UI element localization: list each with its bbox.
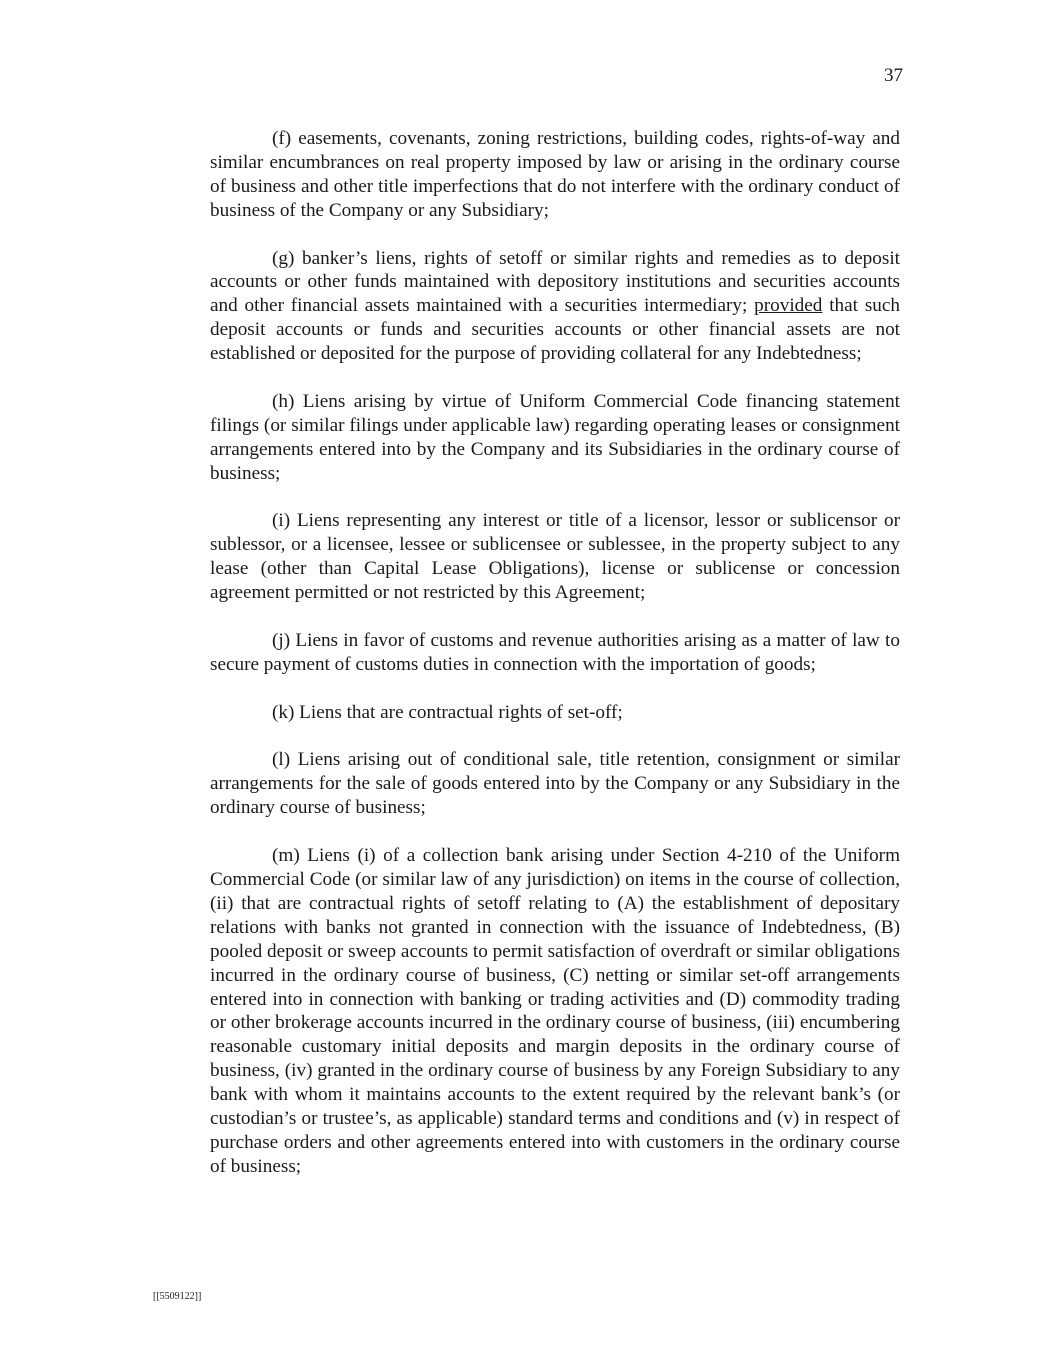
page-number: 37 (884, 65, 903, 86)
clause-g-lead: (g) banker’s liens, rights of setoff or similar rights and remedies as to deposit accounts or other funds maintained with depository institutions and securities accounts and other financial assets maintained with a securities intermediary; (210, 247, 900, 317)
clause-f: (f) easements, covenants, zoning restrictions, building codes, rights-of-way and similar encumbrances on real property imposed by law or arising in the ordinary course of business and other title imperfections that do not interfere with the ordinary conduct of business of the Company or any Subsidiary; (210, 128, 900, 221)
clause-h: (h) Liens arising by virtue of Uniform Commercial Code financing statement filings (or similar filings under applicable law) regarding operating leases or consignment arrangements entered into by the Company and its Subsidiaries in the ordinary course of business; (210, 390, 900, 484)
clause-g (210, 247, 900, 367)
document-body (210, 127, 900, 1203)
provided-term: provided (754, 295, 823, 317)
clause-i: (i) Liens representing any interest or title of a licensor, lessor or sublicensor or sublessor, or a licensee, lessee or sublicensee or sublessee, in the property subject to any lease (other than Capital Lease Obligations), license or sublicense or concession agreement permitted or not restricted by this Agreement; (210, 510, 900, 604)
clause-g-rest: that such deposit accounts or funds and securities accounts or other financial assets are not established or deposited for the purpose of providing collateral for any Indebtedness; (210, 295, 900, 365)
clause-m: (m) Liens (i) of a collection bank arising under Section 4-210 of the Uniform Commercial Code (or similar law of any jurisdiction) on items in the course of collection, (ii) that are contractual rights of setoff relating to (A) the establishment of depositary relations with banks not granted in connection with the issuance of Indebtedness, (B) pooled deposit or sweep accounts to permit satisfaction of overdraft or similar obligations incurred in the ordinary course of business, (C) netting or similar set-off arrangements entered into in connection with banking or trading activities and (D) commodity trading or other brokerage accounts incurred in the ordinary course of business, (iii) encumbering reasonable customary initial deposits and margin deposits in the ordinary course of business, (iv) granted in the ordinary course of business by any Foreign Subsidiary to any bank with whom it maintains accounts to the extent required by the relevant bank’s (or custodian’s or trustee’s, as applicable) standard terms and conditions and (v) in respect of purchase orders and other agreements entered into with customers in the ordinary course of business; (210, 845, 900, 1177)
clause-k: (k) Liens that are contractual rights of set-off; (272, 701, 623, 723)
document-id: [[5509122]] (153, 1291, 202, 1302)
clause-l: (l) Liens arising out of conditional sale, title retention, consignment or similar arrangements for the sale of goods entered into by the Company or any Subsidiary in the ordinary course of business; (210, 749, 900, 819)
clause-j: (j) Liens in favor of customs and revenue authorities arising as a matter of law to secure payment of customs duties in connection with the importation of goods; (210, 629, 900, 675)
